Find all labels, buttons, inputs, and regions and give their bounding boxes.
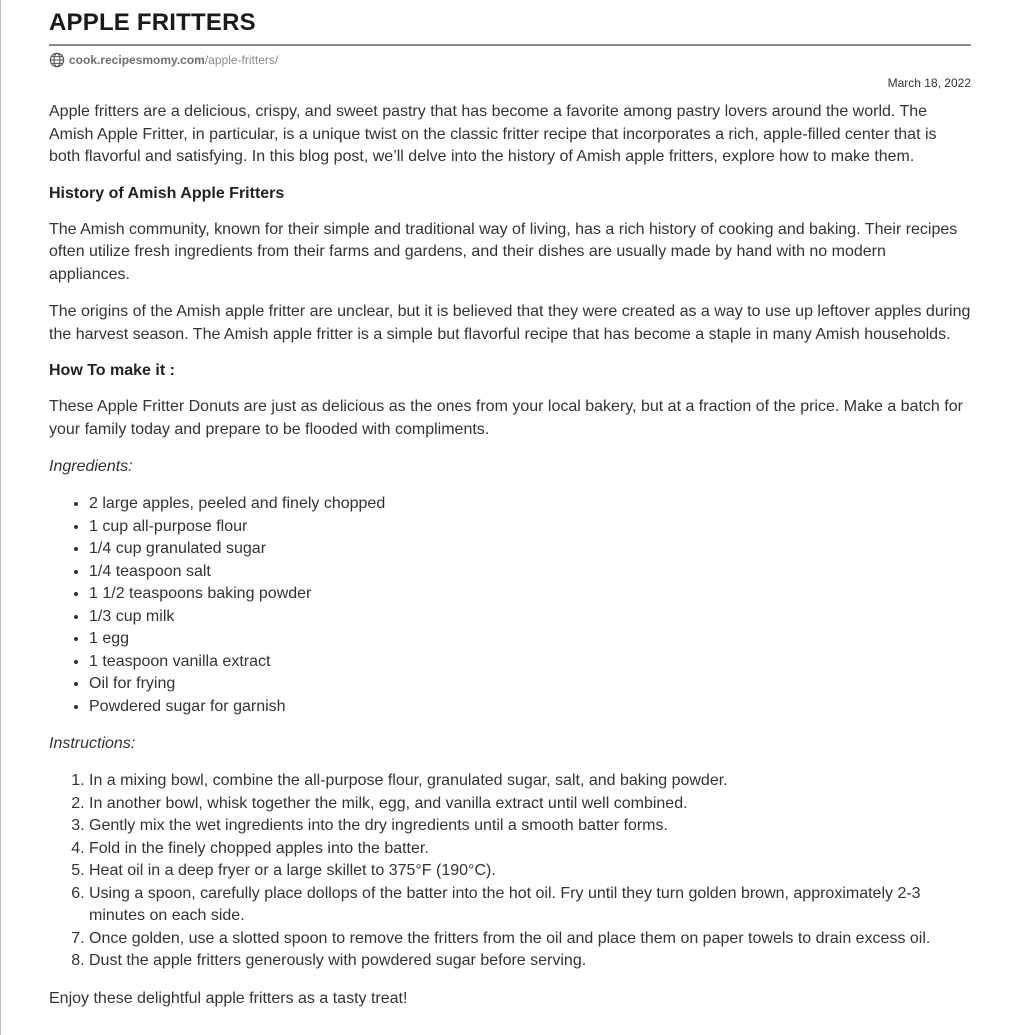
publish-date: March 18, 2022 [887, 76, 971, 90]
list-item: 3. Gently mix the wet ingredients into the dry ingredients until a smooth batter forms. [89, 815, 971, 838]
list-item: • Oil for frying [89, 673, 971, 696]
list-item: • 1 cup all-purpose flour [89, 516, 971, 539]
list-item: • 1 egg [89, 628, 971, 651]
list-item: • 2 large apples, peeled and finely chopped [89, 493, 971, 516]
list-item: 7. Once golden, use a slotted spoon to remove the fritters from the oil and place them on paper towels to drain excess oil. [89, 928, 971, 951]
history-paragraph-2: The origins of the Amish apple fritter are unclear, but it is believed that they were created as a way to use up leftover apples during the harvest season. The Amish apple fritter is a simple but flavorful recipe that has become a staple in many Amish households. [49, 303, 971, 343]
howto-heading: How To make it : [49, 362, 175, 379]
list-item: 5. Heat oil in a deep fryer or a large skillet to 375°F (190°C). [89, 860, 971, 883]
page-left-border [0, 0, 1, 1035]
list-item: 1. In a mixing bowl, combine the all-purpose flour, granulated sugar, salt, and baking powder. [89, 770, 971, 793]
list-item: • 1/4 cup granulated sugar [89, 538, 971, 561]
history-paragraph-1: The Amish community, known for their simple and traditional way of living, has a rich history of cooking and baking. Their recipes often utilize fresh ingredients from their farms and gardens, and their dishes are usually made by hand with no modern appliances. [49, 220, 958, 283]
ingredients-list [49, 493, 971, 718]
list-item: 8. Dust the apple fritters generously with powdered sugar before serving. [89, 950, 971, 973]
list-item: • Powdered sugar for garnish [89, 696, 971, 719]
list-item: 6. Using a spoon, carefully place dollops of the batter into the hot oil. Fry until they turn golden brown, approximately 2-3 minutes on each side. [89, 883, 971, 928]
source-path: /apple-fritters/ [204, 53, 279, 67]
instructions-label: Instructions: [49, 735, 136, 752]
list-item: • 1 1/2 teaspoons baking powder [89, 583, 971, 606]
list-item: • 1 teaspoon vanilla extract [89, 651, 971, 674]
intro-paragraph: Apple fritters are a delicious, crispy, and sweet pastry that has become a favorite among pastry lovers around the world. The Amish Apple Fritter, in particular, is a unique twist on the classic fritter recipe that incorporates a rich, apple-filled center that is both flavorful and satisfying. In this blog post, we’ll delve into the history of Amish apple fritters, explore how to make them. [49, 103, 937, 165]
source-link[interactable] [49, 52, 971, 68]
howto-paragraph: These Apple Fritter Donuts are just as delicious as the ones from your local bakery, but at a fraction of the price. Make a batch for your family today and prepare to be flooded with compliments. [49, 398, 963, 438]
globe-icon [49, 52, 65, 68]
article [49, 0, 971, 1010]
history-heading: History of Amish Apple Fritters [49, 184, 285, 202]
list-item: • 1/4 teaspoon salt [89, 561, 971, 584]
ingredients-label: Ingredients: [49, 458, 133, 475]
page-title: APPLE FRITTERS [49, 0, 971, 46]
closing-paragraph: Enjoy these delightful apple fritters as a tasty treat! [49, 989, 408, 1007]
source-domain: cook.recipesmomy.com [69, 53, 205, 67]
list-item: 2. In another bowl, whisk together the milk, egg, and vanilla extract until well combined. [89, 793, 971, 816]
list-item: • 1/3 cup milk [89, 606, 971, 629]
instructions-list [49, 770, 971, 973]
list-item: 4. Fold in the finely chopped apples into the batter. [89, 838, 971, 861]
